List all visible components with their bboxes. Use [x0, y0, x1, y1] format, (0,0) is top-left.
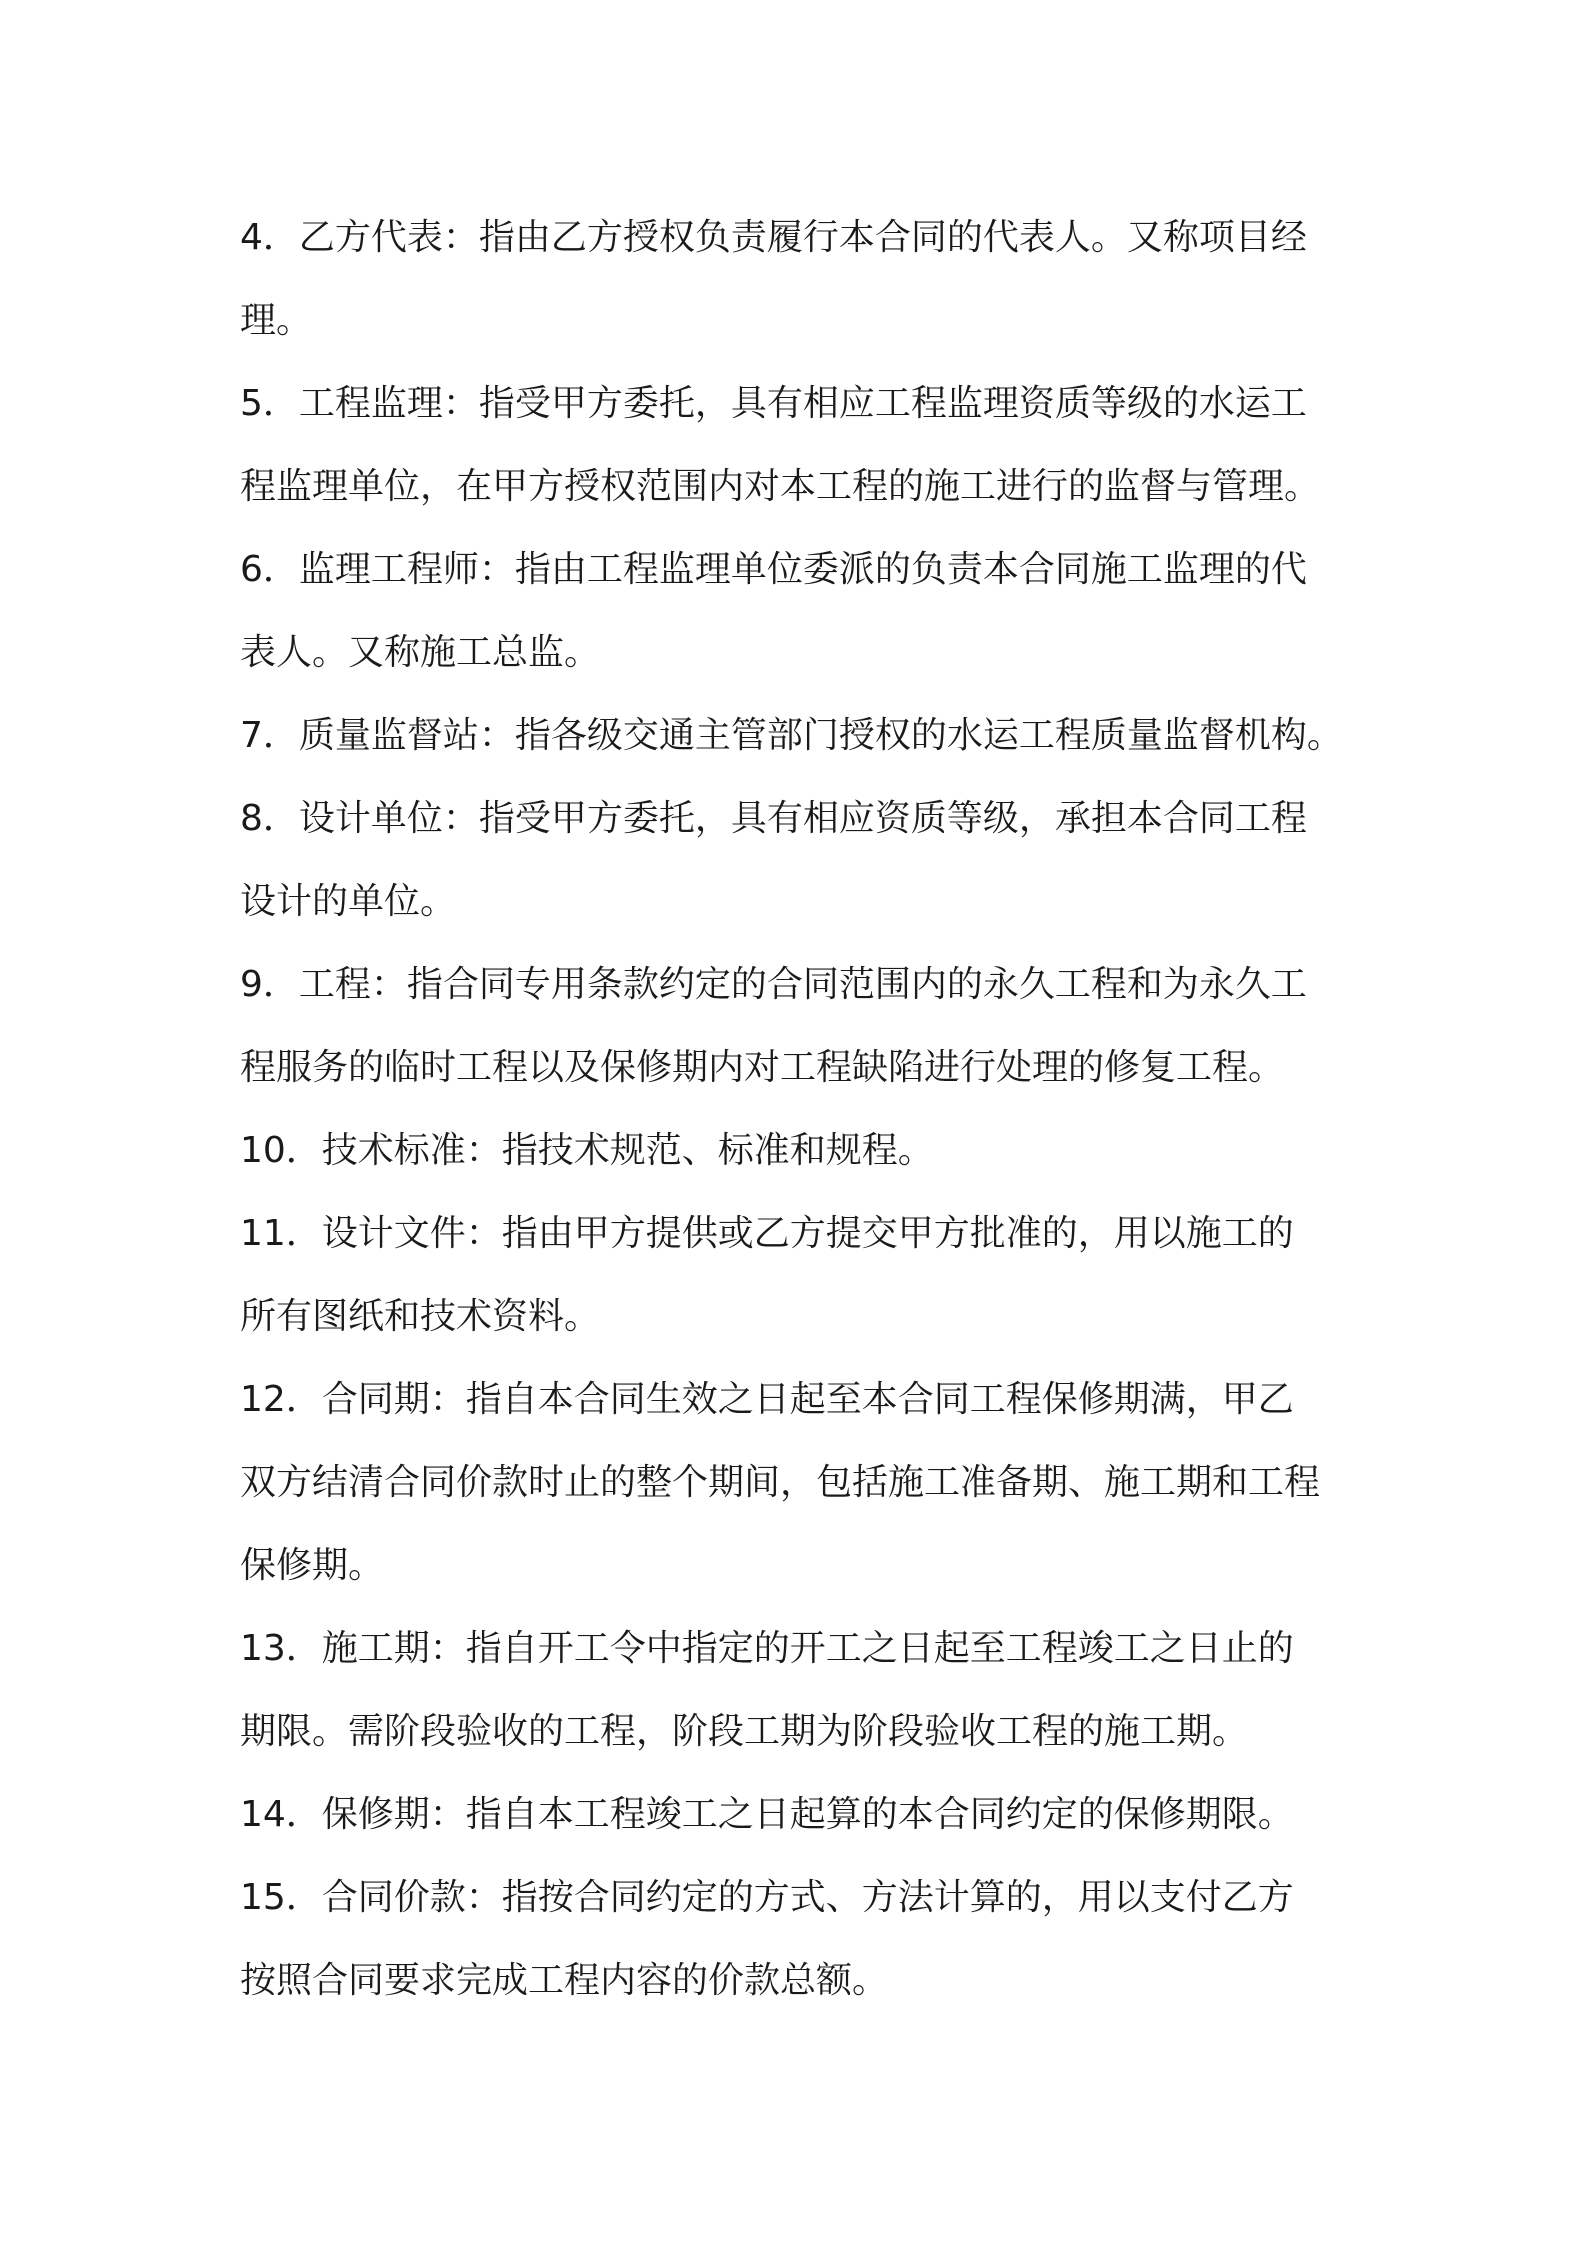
text-line: 11．设计文件：指由甲方提供或乙方提交甲方批准的，用以施工的	[240, 1213, 1294, 1254]
text-line: 所有图纸和技术资料。	[240, 1296, 601, 1337]
text-line: 6．监理工程师：指由工程监理单位委派的负责本合同施工监理的代	[240, 549, 1307, 590]
text-line: 期限。需阶段验收的工程，阶段工期为阶段验收工程的施工期。	[240, 1711, 1249, 1752]
text-line: 9．工程：指合同专用条款约定的合同范围内的永久工程和为永久工	[240, 964, 1307, 1005]
text-line: 7．质量监督站：指各级交通主管部门授权的水运工程质量监督机构。	[240, 715, 1343, 756]
text-line: 15．合同价款：指按合同约定的方式、方法计算的，用以支付乙方	[240, 1877, 1294, 1918]
text-line: 理。	[240, 300, 313, 341]
text-line: 程监理单位，在甲方授权范围内对本工程的施工进行的监督与管理。	[240, 466, 1321, 507]
text-line: 13．施工期：指自开工令中指定的开工之日起至工程竣工之日止的	[240, 1628, 1294, 1669]
text-line: 10．技术标准：指技术规范、标准和规程。	[240, 1130, 934, 1171]
text-line: 程服务的临时工程以及保修期内对工程缺陷进行处理的修复工程。	[240, 1047, 1285, 1088]
text-line: 12．合同期：指自本合同生效之日起至本合同工程保修期满，甲乙	[240, 1379, 1294, 1420]
text-line: 8．设计单位：指受甲方委托，具有相应资质等级，承担本合同工程	[240, 798, 1307, 839]
text-line: 按照合同要求完成工程内容的价款总额。	[240, 1960, 889, 2001]
text-line: 设计的单位。	[240, 881, 457, 922]
text-line: 表人。又称施工总监。	[240, 632, 601, 673]
document-body	[240, 196, 1370, 2022]
text-line: 保修期。	[240, 1545, 385, 1586]
text-line: 14．保修期：指自本工程竣工之日起算的本合同约定的保修期限。	[240, 1794, 1294, 1835]
text-line: 5．工程监理：指受甲方委托，具有相应工程监理资质等级的水运工	[240, 383, 1307, 424]
text-line: 4．乙方代表：指由乙方授权负责履行本合同的代表人。又称项目经	[240, 217, 1307, 258]
text-line: 双方结清合同价款时止的整个期间，包括施工准备期、施工期和工程	[240, 1462, 1321, 1503]
